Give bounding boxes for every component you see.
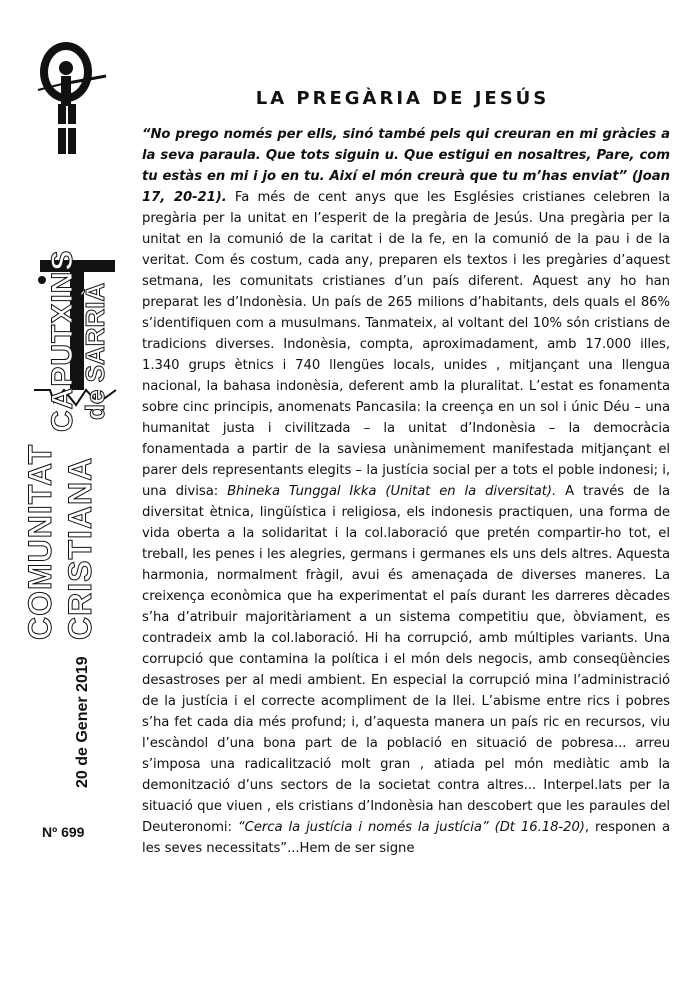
paragraph-text-1: Fa més de cent anys que les Esglésies cristianes celebren la pregària per la unitat en l’esperit de la pregària de Jesús. Una pregària per la unitat en la comunió de la caritat i de la fe, en la comunió de la pau i de la veritat. Com és costum, cada any, preparen els textos i les pregàries d’aquest setmana, les comunitats cristianes d’un país diferent. Aquest any ho han preparat les d’Indonèsia. Un país de 265 milions d’habitants, dels quals el 86% s’identifiquen com a musulmans. Tanmateix, al voltant del 10% són cristians de tradicions diverses. Indonèsia, compta, aproximadament, amb 17.000 illes, 1.340 grups ètnics i 740 llengües locals, unides , mitjançant una llengua nacional, la bahasa indonèsia, deferent amb la pluralitat. L’estat es fonamenta sobre cinc principis, anomenats Pancasila: la creença en un sol i únic Déu – una humanitat justa i civilitzada – la unitat d’Indonèsia – la democràcia fonamentada a partir de la saviesa unànimement manifestada mitjançant el parer dels representants elegits – la justícia social per a tots el poble indonesi; i, una divisa:	[142, 190, 670, 499]
issue-date: 20 de Gener 2019	[74, 656, 91, 788]
brand-subname: de SARRIÀ	[80, 282, 110, 420]
brand-name: CAPUTXINS	[46, 249, 79, 432]
issue-number: Nº 699	[42, 824, 85, 840]
article-body	[142, 124, 670, 859]
opening-quote: “No prego només per ells, sinó també pels qui creuran en mi gràcies a la seva paraula. Que tots siguin u. Que estigui en nosaltres, Pare, com tu estàs en mi i jo en tu. Així el món creurà que tu m’has enviat” (Joan 17, 20-21).	[142, 127, 670, 205]
sidebar	[0, 0, 130, 988]
community-title: COMUNITAT	[22, 443, 58, 640]
paragraph-text-3: , responen a les seves necessitats”...Hem de ser signe	[142, 820, 670, 856]
community-subtitle: CRISTIANA	[62, 456, 98, 640]
article-title: LA PREGÀRIA DE JESÚS	[255, 88, 550, 109]
paragraph-text-2: A través de la diversitat ètnica, lingüística i religiosa, els indonesis practiquen, una forma de vida oberta a la solidaritat i la col.laboració que pretén compartir-ho tot, el treball, les penes i les alegries, germans i germanes els uns dels altres. Aquesta harmonia, normalment fràgil, avui és amenaçada de diverses maneres. La creixença econòmica que ha experimentat el país durant les darreres dècades s’ha d’atribuir majoritàriament a un sistema competitiu que, òbviament, es contradeix amb la col.laboració. Hi ha corrupció, amb múltiples variants. Una corrupció que contamina la política i el món dels negocis, amb conseqüències desastroses per al medi ambient. En especial la corrupció mina l’administració de la justícia i el correcte acompliment de la llei. L’abisme entre rics i pobres s’ha fet cada dia més profund; i, d’aquesta manera un país ric en recursos, viu l’escàndol d’una bona part de la població en situació de pobresa... arreu s’imposa una radicalització molt gran , atiada pel món mediàtic amb la demonització d’uns sectors de la societat contra altres... Interpel.lats per la situació que viuen , els cristians d’Indonèsia han descobert que les paraules del Deuteronomi:	[142, 484, 671, 835]
franciscan-logo-icon	[28, 38, 108, 158]
national-motto: Bhineka Tunggal Ikka (Unitat en la diversitat).	[227, 484, 557, 499]
article-paragraph	[142, 124, 670, 859]
deuteronomy-quote: “Cerca la justícia i només la justícia” (Dt 16.18-20)	[237, 820, 585, 835]
